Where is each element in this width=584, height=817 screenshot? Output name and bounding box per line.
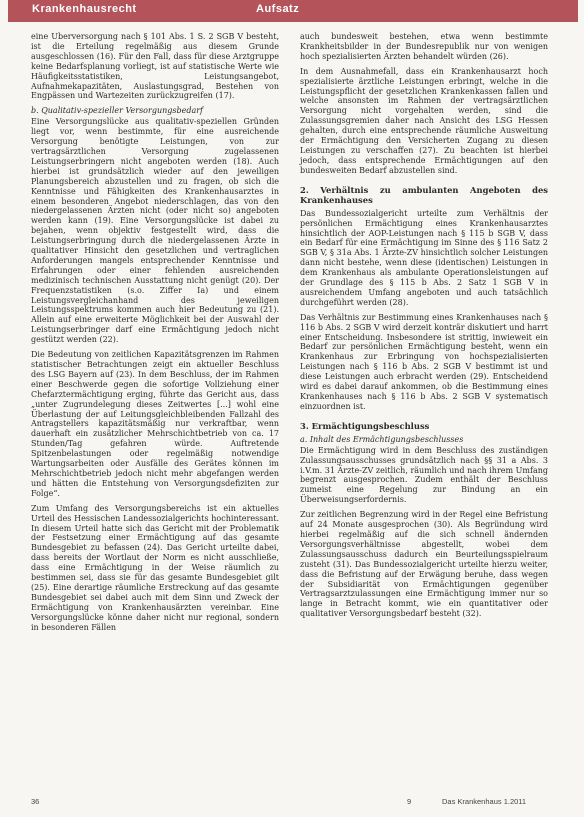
paragraph: Zur zeitlichen Begrenzung wird in der Regel eine Befristung auf 24 Monate ausgesprochen (30). Als Begründung wird hierbei regelmäßig auf die sich schnell ändernden Versorgungsverhältnisse abgestellt, wobei dem Zulassungsausschuss dadurch ein Beurteilungsspielraum zusteht (31). Das Bundessozialgericht urteilte hierzu weiter, dass die Befristung auf der Erwägung beruhe, dass wegen der Subsidiarität von Ermächtigungen gegenüber Vertragsarztzulassungen eine Ermächtigung immer nur so lange in Betracht kommt, wie ein quantitativer oder qualitativer Versorgungsbedarf besteht (32). [300,510,548,619]
footer-mark: 9 [407,797,412,806]
section-heading: 2. Verhältnis zu ambulanten Angeboten des Krankenhauses [300,184,548,205]
paragraph: Die Bedeutung von zeitlichen Kapazitätsgrenzen im Rahmen statistischer Betrachtungen zeigt ein aktueller Beschluss des LSG Bayern auf (23). In dem Beschluss, der im Rahmen einer Beschwerde gegen die sofortige Vollziehung einer Chefarztermächtigung erging, führte das Gericht aus, dass „unter Zugrundelegung dieses Zeitwertes [...] wohl eine Überlastung der auf Leitungsgleichbleibenden Fallzahl des Antragstellers kapazitätsmäßig nur verkraftbar, wenn dauerhaft ein zusätzlicher Mehrschichtbetrieb von ca. 17 Stunden/Tag gefahren würde. Auftretende Spitzenbelastungen oder regelmäßig notwendige Wartungsarbeiten oder Ausfälle des Gerätes können im Mehrschichtbetrieb jedoch nicht mehr abgefangen werden und hätten die Entstehung von Versorgungsdefiziten zur Folge“. [31,350,279,498]
paragraph: Eine Versorgungslücke aus qualitativ-speziellen Gründen liegt vor, wenn bestimmte, für eine ausreichende Versorgung benötigte Leistungen, von zur vertragsärztlichen Versorgung zugelassenen Leistungserbringern nicht angeboten werden (18). Auch hierbei ist grundsätzlich wieder auf den jeweiligen Planungsbereich abzustellen und zu fragen, ob sich die Kenntnisse und Fähigkeiten des Krankenhausarztes in einem besonderen Angebot niederschlagen, das von den niedergelassenen Ärzten nicht (oder nicht so) angeboten werden kann (19). Eine Versorgungslücke ist dabei zu bejahen, wenn objektiv festgestellt wird, dass die Leistungserbringung durch die niedergelassenen Ärzte in qualitativer Hinsicht den gesetzlichen und vertraglichen Anforderungen mangels entsprechender Kenntnisse und Erfahrungen oder einer fehlenden ausreichenden medizinisch technischen Ausstattung nicht genügt (20). Der Frequenzstatistiken (s.o. Ziffer Ia) und einem Leistungsvergleichanhand des jeweiligen Leistungsspektrums kommen auch hier Bedeutung zu (21). Allein auf eine erweiterte Möglichkeit bei der Auswahl der Leistungserbringer darf eine Ermächtigung jedoch nicht gestützt werden (22). [31,117,279,345]
paragraph: eine Überversorgung nach § 101 Abs. 1 S. 2 SGB V besteht, ist die Erteilung regelmäßig aus diesem Grunde ausgeschlossen (16). Für den Fall, dass für diese Arztgruppe keine Bedarfsplanung vorliegt, ist auf statistische Werte wie Häufigkeitsstatistiken, Leistungsangebot, Aufnahmekapazitäten, Auslastungsgrad, Bestehen von Engpässen und Wartezeiten zurückzugreifen (17). [31,32,279,101]
paragraph: Die Ermächtigung wird in dem Beschluss des zuständigen Zulassungsausschusses grundsätzlich nach §§ 31 a Abs. 3 i.V.m. 31 Ärzte-ZV zeitlich, räumlich und nach ihrem Umfang begrenzt ausgesprochen. Zudem enthält der Beschluss zumeist eine Regelung zur Bindung an ein Überweisungserfordernis. [300,445,548,505]
page-number: 36 [31,797,40,806]
section-heading: 3. Ermächtigungsbeschluss [300,420,430,431]
subheading: b. Qualitativ-spezieller Versorgungsbedarf [31,106,204,116]
paragraph: In dem Ausnahmefall, dass ein Krankenhausarzt hoch spezialisierte ärztliche Leistungen erbringt, welche in die Leistungspflicht der gesetzlichen Krankenkassen fallen und welche ansonsten im Rahmen der vertragsärztlichen Versorgung nicht vorgehalten werden, sind die Zulassungsgremien daher nach Ansicht des LSG Hessen gehalten, durch eine entsprechende räumliche Ausweitung der Ermächtigung den Versicherten Zugang zu diesen Leistungen zu verschaffen (27). Zu beachten ist hierbei jedoch, dass entsprechende Ermächtigungen auf den bundesweiten Bedarf abzustellen sind. [300,66,548,175]
paragraph: Zum Umfang des Versorgungsbereichs ist ein aktuelles Urteil des Hessischen Landessozialgerichts hochinteressant. In diesem Urteil hatte sich das Gericht mit der Problematik der Festsetzung einer Ermächtigung auf das gesamte Bundesgebiet zu befassen (24). Das Gericht urteilte dabei, dass bereits der Wortlaut der Norm es nicht ausschließe, dass eine Ermächtigung in der Weise räumlich zu bestimmen sei, dass sie für das gesamte Bundesgebiet gilt (25). Eine derartige räumliche Erstreckung auf das gesamte Bundesgebiet sei dabei auch mit dem Sinn und Zweck der Ermächtigung von Krankenhausärzten vereinbar. Eine Versorgungslücke könne daher nicht nur regional, sondern in besonderen Fällen [31,503,279,632]
left-text-column [31,32,279,637]
right-text-column [300,32,548,624]
paragraph: auch bundesweit bestehen, etwa wenn bestimmte Krankheitsbilder in der Bundesrepublik nur von wenigen hoch spezialisierten Ärzten behandelt würden (26). [300,32,548,61]
journal-issue: Das Krankenhaus 1.2011 [442,797,527,806]
paragraph: Das Bundessozialgericht urteilte zum Verhältnis der persönlichen Ermächtigung eines Krankenhausarztes hinsichtlich der AOP-Leistungen nach § 115 b SGB V, dass ein Bedarf für eine Ermächtigung im Sinne des § 116 Satz 2 SGB V, § 31a Abs. 1 Ärzte-ZV hinsichtlich solcher Leistungen dann nicht bestehe, wenn diese (identischen) Leistungen in dem Krankenhaus als ambulante Operationsleistungen auf der Grundlage des § 115 b Abs. 2 Satz 1 SGB V in ausreichendem Umfang angeboten und auch tatsächlich durchgeführt werden (28). [300,208,548,307]
page-footer [31,797,551,809]
section-title-left: Krankenhausrecht [32,3,137,15]
journal-section-header [8,0,578,22]
subheading: a. Inhalt des Ermächtigungsbeschlusses [300,434,464,444]
paragraph: Das Verhältnis zur Bestimmung eines Krankenhauses nach § 116 b Abs. 2 SGB V wird derzeit konträr diskutiert und harrt einer Entscheidung. Insbesondere ist strittig, inwieweit ein Bedarf zur persönlichen Ermächtigung besteht, wenn ein Krankenhaus zur Erbringung von hochspezialisierten Leistungen nach § 116 b Abs. 2 SGB V bestimmt ist und diese Leistungen auch erbracht werden (29). Entscheidend wird es dabei darauf ankommen, ob die Bestimmung eines Krankenhauses nach § 116 b Abs. 2 SGB V systematisch einzuordnen ist. [300,312,548,411]
section-title-right: Aufsatz [256,3,300,15]
